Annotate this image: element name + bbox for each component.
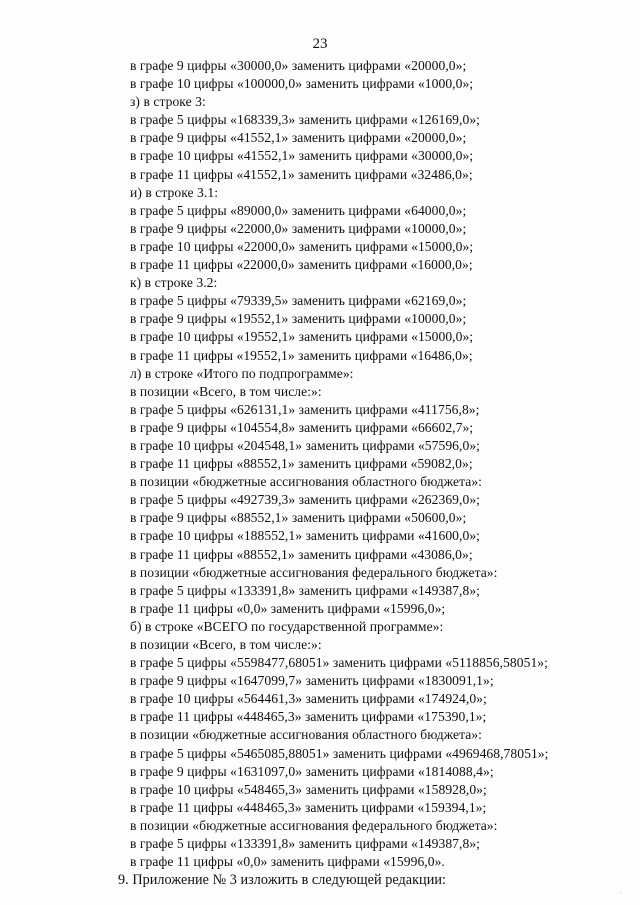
page-number: 23 [312,36,328,52]
text-line: в графе 5 цифры «626131,1» заменить цифрами «411756,8»; [130,401,480,417]
text-line: в графе 5 цифры «492739,3» заменить цифрами «262369,0»; [130,492,481,508]
text-line: в графе 10 цифры «100000,0» заменить цифрами «1000,0»; [130,76,474,92]
text-line: з) в строке 3: [130,94,206,110]
text-line: в графе 11 цифры «448465,3» заменить цифрами «159394,1»; [130,799,487,815]
text-line: в позиции «бюджетные ассигнования федерального бюджета»: [130,564,498,580]
text-line: в позиции «бюджетные ассигнования областного бюджета»: [130,727,483,743]
text-line: в графе 11 цифры «88552,1» заменить цифрами «59082,0»; [130,456,473,472]
text-line: в графе 5 цифры «133391,8» заменить цифрами «149387,8»; [130,582,481,598]
text-line: в позиции «бюджетные ассигнования федерального бюджета»: [130,817,498,833]
text-line: в графе 5 цифры «5465085,88051» заменить цифрами «4969468,78051»; [130,745,549,761]
text-line: в графе 9 цифры «22000,0» заменить цифрами «10000,0»; [130,220,467,236]
text-line: в графе 9 цифры «1631097,0» заменить цифрами «1814088,4»; [130,763,494,779]
text-line: в графе 11 цифры «0,0» заменить цифрами «15996,0»; [130,600,446,616]
document-body [118,57,630,890]
text-line: л) в строке «Итого по подпрограмме»: [130,365,354,381]
text-line: в графе 11 цифры «88552,1» заменить цифрами «43086,0»; [130,546,473,562]
text-line: в позиции «бюджетные ассигнования областного бюджета»: [130,474,483,490]
text-line: в графе 9 цифры «104554,8» заменить цифрами «66602,7»; [130,419,474,435]
text-line: в графе 9 цифры «1647099,7» заменить цифрами «1830091,1»; [130,673,494,689]
text-line: в позиции «Всего, в том числе:»: [130,383,322,399]
text-line: в графе 10 цифры «19552,1» заменить цифрами «15000,0»; [130,329,474,345]
text-line: в графе 10 цифры «564461,3» заменить цифрами «174924,0»; [130,691,487,707]
text-line: в графе 10 цифры «188552,1» заменить цифрами «41600,0»; [130,528,481,544]
text-line: в графе 9 цифры «41552,1» заменить цифрами «20000,0»; [130,130,467,146]
text-line: в графе 5 цифры «133391,8» заменить цифрами «149387,8»; [130,836,481,852]
text-line: в графе 11 цифры «448465,3» заменить цифрами «175390,1»; [130,709,487,725]
text-line: в графе 5 цифры «168339,3» заменить цифрами «126169,0»; [130,112,481,128]
text-line: в графе 5 цифры «5598477,68051» заменить цифрами «5118856,58051»; [130,655,548,671]
text-line: в графе 10 цифры «41552,1» заменить цифрами «30000,0»; [130,148,474,164]
scan-corner-mark: · [619,889,623,898]
text-line: б) в строке «ВСЕГО по государственной программе»: [130,618,444,634]
text-line: в графе 11 цифры «41552,1» заменить цифрами «32486,0»; [130,166,473,182]
text-line: в графе 5 цифры «79339,5» заменить цифрами «62169,0»; [130,293,467,309]
text-line: к) в строке 3.2: [130,275,218,291]
text-line: в графе 10 цифры «204548,1» заменить цифрами «57596,0»; [130,437,481,453]
text-line: в графе 10 цифры «548465,3» заменить цифрами «158928,0»; [130,781,487,797]
text-line: и) в строке 3.1: [130,184,219,200]
text-line: в графе 11 цифры «22000,0» заменить цифрами «16000,0»; [130,257,473,273]
text-line: в графе 11 цифры «0,0» заменить цифрами «15996,0». [130,854,445,870]
text-line: в графе 9 цифры «30000,0» заменить цифрами «20000,0»; [130,58,467,73]
text-line: в графе 11 цифры «19552,1» заменить цифрами «16486,0»; [130,347,473,363]
paragraph-item-9: 9. Приложение № 3 изложить в следующей редакции: [118,872,446,889]
text-line: в графе 9 цифры «88552,1» заменить цифрами «50600,0»; [130,510,467,526]
text-line: в графе 10 цифры «22000,0» заменить цифрами «15000,0»; [130,238,474,254]
text-line: в позиции «Всего, в том числе:»: [130,637,322,652]
text-line: в графе 5 цифры «89000,0» заменить цифрами «64000,0»; [130,202,467,218]
text-line: в графе 9 цифры «19552,1» заменить цифрами «10000,0»; [130,311,467,327]
